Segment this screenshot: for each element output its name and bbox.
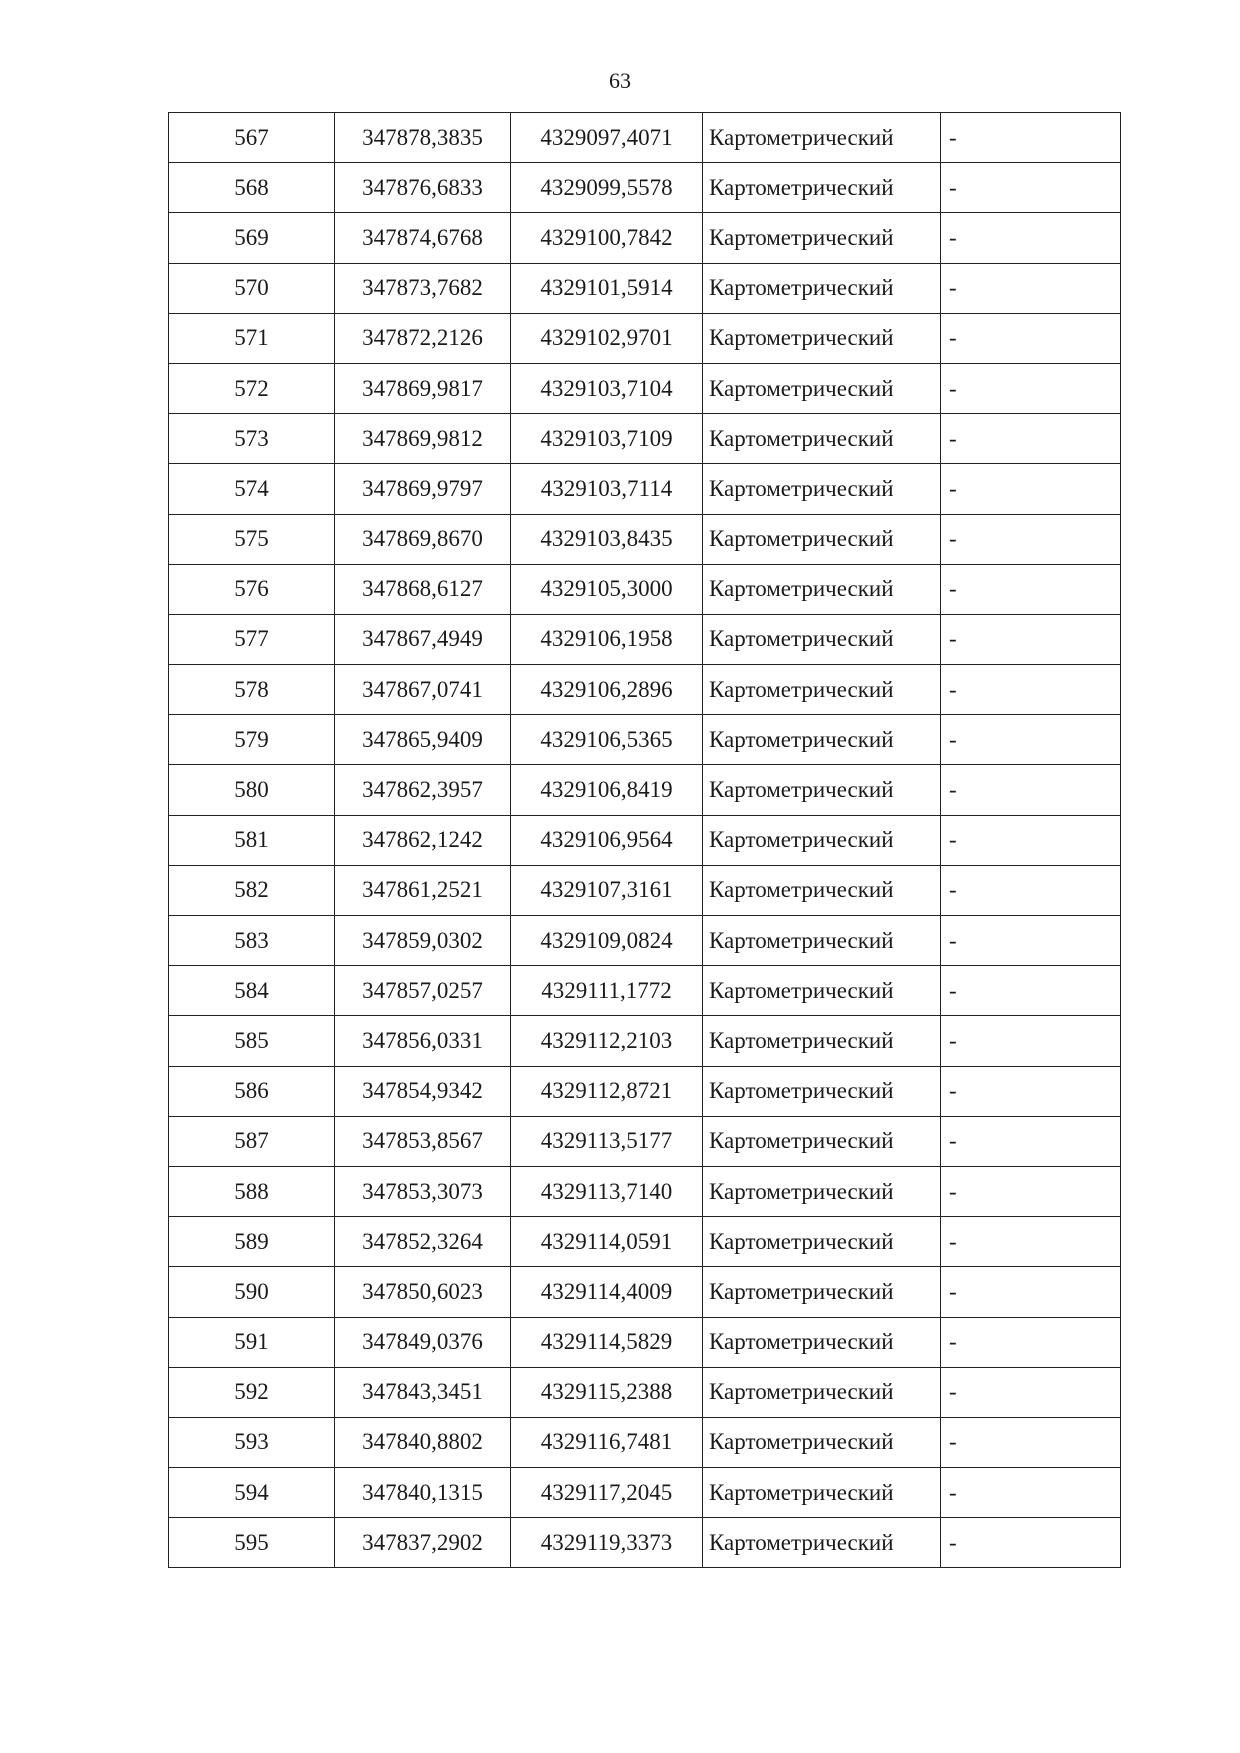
note-cell: - bbox=[941, 665, 1121, 715]
table-row bbox=[169, 564, 1121, 614]
method-cell: Картометрический bbox=[703, 1016, 941, 1066]
method-cell: Картометрический bbox=[703, 815, 941, 865]
method-cell: Картометрический bbox=[703, 213, 941, 263]
point-number-cell: 595 bbox=[169, 1518, 335, 1568]
x-coordinate-cell: 347854,9342 bbox=[335, 1066, 511, 1116]
note-cell: - bbox=[941, 564, 1121, 614]
note-cell: - bbox=[941, 966, 1121, 1016]
table-row bbox=[169, 1016, 1121, 1066]
table-row bbox=[169, 363, 1121, 413]
method-cell: Картометрический bbox=[703, 916, 941, 966]
point-number-cell: 578 bbox=[169, 665, 335, 715]
note-cell: - bbox=[941, 414, 1121, 464]
note-cell: - bbox=[941, 1317, 1121, 1367]
method-cell: Картометрический bbox=[703, 865, 941, 915]
method-cell: Картометрический bbox=[703, 665, 941, 715]
method-cell: Картометрический bbox=[703, 1066, 941, 1116]
table-row bbox=[169, 1468, 1121, 1518]
note-cell: - bbox=[941, 464, 1121, 514]
note-cell: - bbox=[941, 1116, 1121, 1166]
method-cell: Картометрический bbox=[703, 464, 941, 514]
method-cell: Картометрический bbox=[703, 313, 941, 363]
table-row bbox=[169, 1166, 1121, 1216]
point-number-cell: 567 bbox=[169, 113, 335, 163]
point-number-cell: 594 bbox=[169, 1468, 335, 1518]
y-coordinate-cell: 4329116,7481 bbox=[511, 1417, 703, 1467]
method-cell: Картометрический bbox=[703, 1518, 941, 1568]
y-coordinate-cell: 4329112,2103 bbox=[511, 1016, 703, 1066]
y-coordinate-cell: 4329106,5365 bbox=[511, 715, 703, 765]
note-cell: - bbox=[941, 163, 1121, 213]
y-coordinate-cell: 4329114,4009 bbox=[511, 1267, 703, 1317]
point-number-cell: 579 bbox=[169, 715, 335, 765]
x-coordinate-cell: 347849,0376 bbox=[335, 1317, 511, 1367]
y-coordinate-cell: 4329101,5914 bbox=[511, 263, 703, 313]
point-number-cell: 570 bbox=[169, 263, 335, 313]
table-row bbox=[169, 514, 1121, 564]
y-coordinate-cell: 4329103,7109 bbox=[511, 414, 703, 464]
note-cell: - bbox=[941, 1417, 1121, 1467]
point-number-cell: 593 bbox=[169, 1417, 335, 1467]
point-number-cell: 589 bbox=[169, 1217, 335, 1267]
x-coordinate-cell: 347837,2902 bbox=[335, 1518, 511, 1568]
x-coordinate-cell: 347868,6127 bbox=[335, 564, 511, 614]
y-coordinate-cell: 4329099,5578 bbox=[511, 163, 703, 213]
y-coordinate-cell: 4329107,3161 bbox=[511, 865, 703, 915]
table-row bbox=[169, 213, 1121, 263]
x-coordinate-cell: 347859,0302 bbox=[335, 916, 511, 966]
note-cell: - bbox=[941, 765, 1121, 815]
note-cell: - bbox=[941, 1468, 1121, 1518]
page-number: 63 bbox=[609, 68, 631, 93]
x-coordinate-cell: 347853,8567 bbox=[335, 1116, 511, 1166]
method-cell: Картометрический bbox=[703, 715, 941, 765]
y-coordinate-cell: 4329097,4071 bbox=[511, 113, 703, 163]
x-coordinate-cell: 347876,6833 bbox=[335, 163, 511, 213]
y-coordinate-cell: 4329100,7842 bbox=[511, 213, 703, 263]
point-number-cell: 577 bbox=[169, 614, 335, 664]
method-cell: Картометрический bbox=[703, 163, 941, 213]
y-coordinate-cell: 4329106,8419 bbox=[511, 765, 703, 815]
note-cell: - bbox=[941, 514, 1121, 564]
point-number-cell: 590 bbox=[169, 1267, 335, 1317]
table-row bbox=[169, 765, 1121, 815]
coordinates-table-body bbox=[169, 113, 1121, 1568]
x-coordinate-cell: 347865,9409 bbox=[335, 715, 511, 765]
method-cell: Картометрический bbox=[703, 1417, 941, 1467]
x-coordinate-cell: 347869,9817 bbox=[335, 363, 511, 413]
point-number-cell: 573 bbox=[169, 414, 335, 464]
note-cell: - bbox=[941, 1016, 1121, 1066]
note-cell: - bbox=[941, 916, 1121, 966]
point-number-cell: 571 bbox=[169, 313, 335, 363]
x-coordinate-cell: 347843,3451 bbox=[335, 1367, 511, 1417]
x-coordinate-cell: 347853,3073 bbox=[335, 1166, 511, 1216]
note-cell: - bbox=[941, 1518, 1121, 1568]
y-coordinate-cell: 4329106,2896 bbox=[511, 665, 703, 715]
x-coordinate-cell: 347874,6768 bbox=[335, 213, 511, 263]
table-row bbox=[169, 163, 1121, 213]
point-number-cell: 583 bbox=[169, 916, 335, 966]
method-cell: Картометрический bbox=[703, 765, 941, 815]
coordinates-table bbox=[168, 112, 1121, 1568]
point-number-cell: 569 bbox=[169, 213, 335, 263]
table-row bbox=[169, 865, 1121, 915]
y-coordinate-cell: 4329111,1772 bbox=[511, 966, 703, 1016]
method-cell: Картометрический bbox=[703, 1468, 941, 1518]
x-coordinate-cell: 347840,1315 bbox=[335, 1468, 511, 1518]
note-cell: - bbox=[941, 1166, 1121, 1216]
note-cell: - bbox=[941, 263, 1121, 313]
note-cell: - bbox=[941, 363, 1121, 413]
note-cell: - bbox=[941, 815, 1121, 865]
table-row bbox=[169, 464, 1121, 514]
note-cell: - bbox=[941, 1267, 1121, 1317]
x-coordinate-cell: 347873,7682 bbox=[335, 263, 511, 313]
point-number-cell: 588 bbox=[169, 1166, 335, 1216]
point-number-cell: 575 bbox=[169, 514, 335, 564]
point-number-cell: 584 bbox=[169, 966, 335, 1016]
x-coordinate-cell: 347861,2521 bbox=[335, 865, 511, 915]
table-row bbox=[169, 1267, 1121, 1317]
y-coordinate-cell: 4329106,1958 bbox=[511, 614, 703, 664]
table-row bbox=[169, 414, 1121, 464]
x-coordinate-cell: 347862,1242 bbox=[335, 815, 511, 865]
method-cell: Картометрический bbox=[703, 414, 941, 464]
y-coordinate-cell: 4329113,5177 bbox=[511, 1116, 703, 1166]
method-cell: Картометрический bbox=[703, 1166, 941, 1216]
point-number-cell: 587 bbox=[169, 1116, 335, 1166]
point-number-cell: 582 bbox=[169, 865, 335, 915]
x-coordinate-cell: 347867,0741 bbox=[335, 665, 511, 715]
table-row bbox=[169, 313, 1121, 363]
note-cell: - bbox=[941, 313, 1121, 363]
method-cell: Картометрический bbox=[703, 966, 941, 1016]
x-coordinate-cell: 347857,0257 bbox=[335, 966, 511, 1016]
x-coordinate-cell: 347862,3957 bbox=[335, 765, 511, 815]
y-coordinate-cell: 4329109,0824 bbox=[511, 916, 703, 966]
y-coordinate-cell: 4329114,5829 bbox=[511, 1317, 703, 1367]
y-coordinate-cell: 4329113,7140 bbox=[511, 1166, 703, 1216]
table-row bbox=[169, 815, 1121, 865]
table-row bbox=[169, 1518, 1121, 1568]
x-coordinate-cell: 347867,4949 bbox=[335, 614, 511, 664]
note-cell: - bbox=[941, 715, 1121, 765]
y-coordinate-cell: 4329114,0591 bbox=[511, 1217, 703, 1267]
point-number-cell: 591 bbox=[169, 1317, 335, 1367]
x-coordinate-cell: 347856,0331 bbox=[335, 1016, 511, 1066]
table-row bbox=[169, 1417, 1121, 1467]
point-number-cell: 585 bbox=[169, 1016, 335, 1066]
table-row bbox=[169, 1217, 1121, 1267]
method-cell: Картометрический bbox=[703, 263, 941, 313]
note-cell: - bbox=[941, 865, 1121, 915]
y-coordinate-cell: 4329102,9701 bbox=[511, 313, 703, 363]
table-row bbox=[169, 1116, 1121, 1166]
x-coordinate-cell: 347869,9812 bbox=[335, 414, 511, 464]
table-row bbox=[169, 916, 1121, 966]
method-cell: Картометрический bbox=[703, 1116, 941, 1166]
note-cell: - bbox=[941, 1066, 1121, 1116]
point-number-cell: 580 bbox=[169, 765, 335, 815]
point-number-cell: 576 bbox=[169, 564, 335, 614]
point-number-cell: 568 bbox=[169, 163, 335, 213]
point-number-cell: 581 bbox=[169, 815, 335, 865]
y-coordinate-cell: 4329103,8435 bbox=[511, 514, 703, 564]
table-row bbox=[169, 715, 1121, 765]
x-coordinate-cell: 347840,8802 bbox=[335, 1417, 511, 1467]
point-number-cell: 592 bbox=[169, 1367, 335, 1417]
x-coordinate-cell: 347878,3835 bbox=[335, 113, 511, 163]
x-coordinate-cell: 347872,2126 bbox=[335, 313, 511, 363]
x-coordinate-cell: 347869,9797 bbox=[335, 464, 511, 514]
table-row bbox=[169, 113, 1121, 163]
x-coordinate-cell: 347869,8670 bbox=[335, 514, 511, 564]
y-coordinate-cell: 4329112,8721 bbox=[511, 1066, 703, 1116]
point-number-cell: 574 bbox=[169, 464, 335, 514]
x-coordinate-cell: 347850,6023 bbox=[335, 1267, 511, 1317]
point-number-cell: 586 bbox=[169, 1066, 335, 1116]
method-cell: Картометрический bbox=[703, 514, 941, 564]
note-cell: - bbox=[941, 614, 1121, 664]
y-coordinate-cell: 4329117,2045 bbox=[511, 1468, 703, 1518]
table-row bbox=[169, 966, 1121, 1016]
note-cell: - bbox=[941, 213, 1121, 263]
method-cell: Картометрический bbox=[703, 113, 941, 163]
table-row bbox=[169, 1367, 1121, 1417]
y-coordinate-cell: 4329103,7104 bbox=[511, 363, 703, 413]
y-coordinate-cell: 4329105,3000 bbox=[511, 564, 703, 614]
note-cell: - bbox=[941, 1217, 1121, 1267]
table-row bbox=[169, 1317, 1121, 1367]
y-coordinate-cell: 4329115,2388 bbox=[511, 1367, 703, 1417]
note-cell: - bbox=[941, 1367, 1121, 1417]
table-row bbox=[169, 263, 1121, 313]
method-cell: Картометрический bbox=[703, 1267, 941, 1317]
method-cell: Картометрический bbox=[703, 1217, 941, 1267]
method-cell: Картометрический bbox=[703, 614, 941, 664]
method-cell: Картометрический bbox=[703, 564, 941, 614]
table-row bbox=[169, 614, 1121, 664]
table-row bbox=[169, 665, 1121, 715]
y-coordinate-cell: 4329119,3373 bbox=[511, 1518, 703, 1568]
x-coordinate-cell: 347852,3264 bbox=[335, 1217, 511, 1267]
table-row bbox=[169, 1066, 1121, 1116]
y-coordinate-cell: 4329106,9564 bbox=[511, 815, 703, 865]
method-cell: Картометрический bbox=[703, 363, 941, 413]
note-cell: - bbox=[941, 113, 1121, 163]
point-number-cell: 572 bbox=[169, 363, 335, 413]
method-cell: Картометрический bbox=[703, 1317, 941, 1367]
method-cell: Картометрический bbox=[703, 1367, 941, 1417]
y-coordinate-cell: 4329103,7114 bbox=[511, 464, 703, 514]
